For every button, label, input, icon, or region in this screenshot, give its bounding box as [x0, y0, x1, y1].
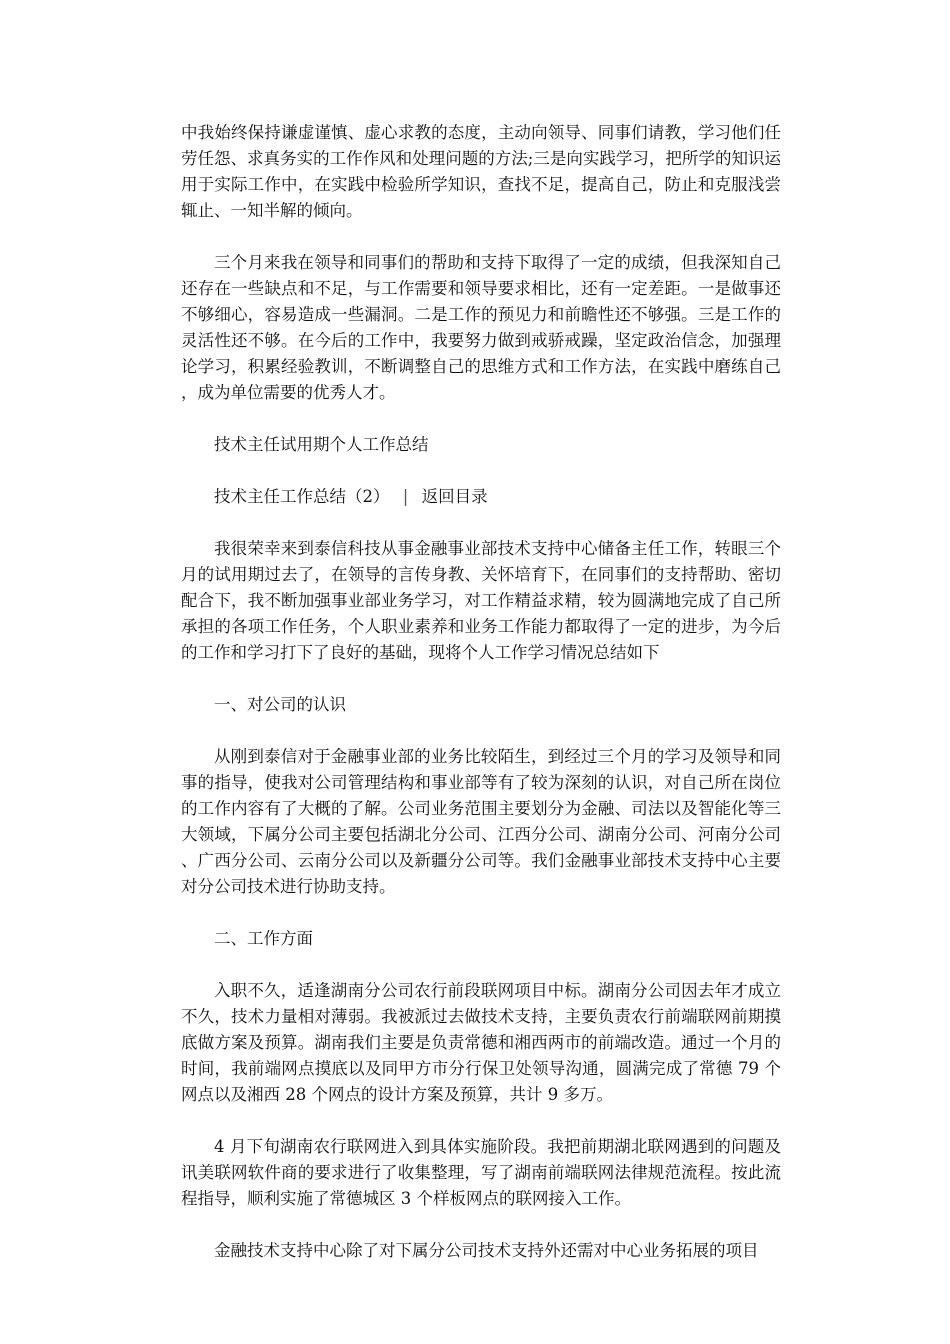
paragraph-work-2: 4 月下旬湖南农行联网进入到具体实施阶段。我把前期湖北联网遇到的问题及讯美联网软件商的要求进行了收集整理，写了湖南前端联网法律规范流程。按此流程指导，顺利实施了常德城区 3 个样板网点的联网接入工作。 — [181, 1137, 781, 1208]
paragraph-shortcomings: 三个月来我在领导和同事们的帮助和支持下取得了一定的成绩，但我深知自己还存在一些缺点和不足，与工作需要和领导要求相比，还有一定差距。一是做事还不够细心，容易造成一些漏洞。二是工作的预见力和前瞻性还不够强。三是工作的灵活性还不够。在今后的工作中，我要努力做到戒骄戒躁，坚定政治信念，加强理论学习，积累经验教训，不断调整自己的思维方式和工作方法，在实践中磨练自己，成为单位需要的优秀人才。 — [181, 253, 781, 402]
paragraph-work-3: 金融技术支持中心除了对下属分公司技术支持外还需对中心业务拓展的项目 — [214, 1241, 759, 1260]
section-heading-company: 一、对公司的认识 — [214, 695, 346, 714]
paragraph-work-1: 入职不久，适逢湖南分公司农行前段联网项目中标。湖南分公司因去年才成立不久，技术力量相对薄弱。我被派过去做技术支持，主要负责农行前端联网前期摸底做方案及预算。湖南我们主要是负责常德和湘西两市的前端改造。通过一个月的时间，我前端网点摸底以及同甲方市分行保卫处领导沟通，圆满完成了常德 79 个网点以及湘西 28 个网点的设计方案及预算，共计 9 多万。 — [181, 981, 781, 1104]
nav-line — [181, 484, 781, 510]
current-section-label: 技术主任工作总结（2） — [214, 487, 390, 506]
paragraph-intro: 我很荣幸来到泰信科技从事金融事业部技术支持中心储备主任工作，转眼三个月的试用期过去了，在领导的言传身教、关怀培育下，在同事们的支持帮助、密切配合下，我不断加强事业部业务学习，对工作精益求精，较为圆满地完成了自己所承担的各项工作任务，个人职业素养和业务工作能力都取得了一定的进步，为今后的工作和学习打下了良好的基础，现将个人工作学习情况总结如下 — [181, 539, 781, 662]
section-heading-work: 二、工作方面 — [214, 929, 313, 948]
nav-separator: | — [402, 487, 409, 506]
paragraph-company: 从刚到泰信对于金融事业部的业务比较陌生，到经过三个月的学习及领导和同事的指导，使我对公司管理结构和事业部等有了较为深刻的认识，对自己所在岗位的工作内容有了大概的了解。公司业务范围主要划分为金融、司法以及智能化等三大领域，下属分公司主要包括湖北分公司、江西分公司、湖南分公司、河南分公司、广西分公司、云南分公司以及新疆分公司等。我们金融事业部技术支持中心主要对分公司技术进行协助支持。 — [181, 747, 781, 896]
paragraph-continuation: 中我始终保持谦虚谨慎、虚心求教的态度，主动向领导、同事们请教，学习他们任劳任怨、求真务实的工作作风和处理问题的方法;三是向实践学习，把所学的知识运用于实际工作中，在实践中检验所学知识，查找不足，提高自己，防止和克服浅尝辄止、一知半解的倾向。 — [181, 123, 781, 220]
back-to-contents-link[interactable]: 返回目录 — [421, 487, 488, 506]
document-body — [181, 120, 781, 1290]
document-title: 技术主任试用期个人工作总结 — [214, 435, 429, 454]
